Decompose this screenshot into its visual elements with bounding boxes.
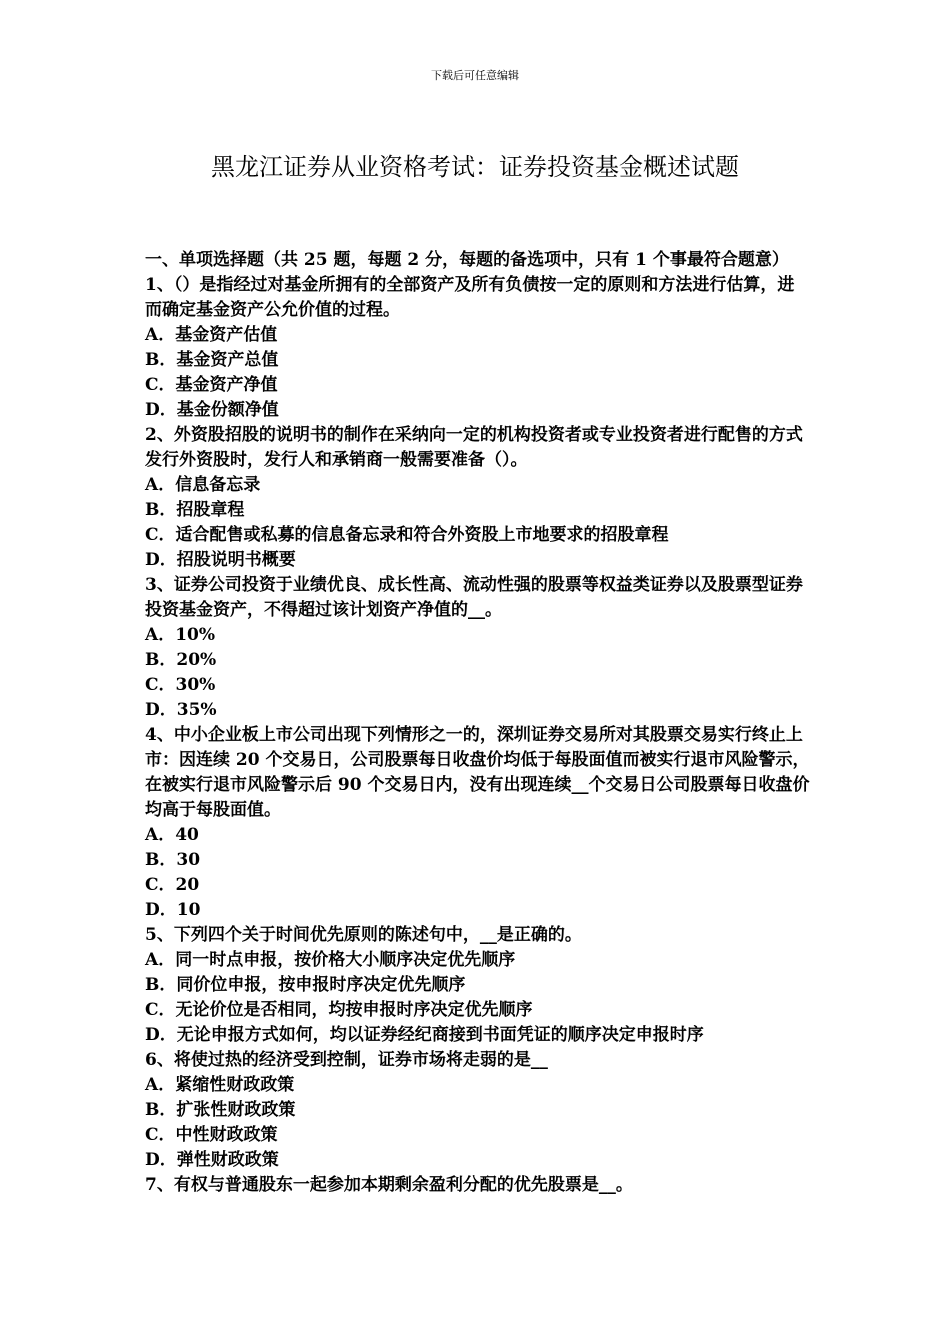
question-stem: 1、（）是指经过对基金所拥有的全部资产及所有负债按一定的原则和方法进行估算，进而确定基金资产公允价值的过程。 [145,275,795,320]
header-note: 下载后可任意编辑 [431,69,519,82]
section-heading: 一、单项选择题（共 25 题，每题 2 分，每题的备选项中，只有 1 个事最符合题意） [145,250,789,270]
option-d: D．10 [145,900,201,920]
option-b: B．30 [145,850,201,870]
option-d: D．35% [145,700,217,720]
option-c: C．20 [145,875,200,895]
option-d: D．基金份额净值 [145,400,279,420]
option-b: B．20% [145,650,217,670]
question-2 [145,423,810,573]
question-stem: 2、外资股招股的说明书的制作在采纳向一定的机构投资者或专业投资者进行配售的方式发行外资股时，发行人和承销商一般需要准备（）。 [145,425,803,470]
option-d: D．招股说明书概要 [145,550,296,570]
document-body [145,248,810,1198]
question-stem: 5、下列四个关于时间优先原则的陈述句中，__是正确的。 [145,925,582,945]
option-c: C．30% [145,675,216,695]
question-5 [145,923,810,1048]
question-3 [145,573,810,723]
question-6 [145,1048,810,1173]
option-b: B．基金资产总值 [145,350,279,370]
option-b: B．扩张性财政政策 [145,1100,296,1120]
question-7 [145,1173,810,1198]
question-4 [145,723,810,923]
question-stem: 3、证券公司投资于业绩优良、成长性高、流动性强的股票等权益类证券以及股票型证券投资基金资产，不得超过该计划资产净值的__。 [145,575,803,620]
question-1 [145,273,810,423]
option-d: D．无论申报方式如何，均以证券经纪商接到书面凭证的顺序决定申报时序 [145,1025,704,1045]
document-title: 黑龙江证券从业资格考试：证券投资基金概述试题 [211,153,739,181]
option-a: A．同一时点申报，按价格大小顺序决定优先顺序 [145,950,516,970]
option-a: A．基金资产估值 [145,325,278,345]
option-a: A．10% [145,625,216,645]
option-a: A．40 [145,825,199,845]
option-a: A．信息备忘录 [145,475,261,495]
option-c: C．适合配售或私募的信息备忘录和符合外资股上市地要求的招股章程 [145,525,669,545]
option-c: C．基金资产净值 [145,375,278,395]
option-c: C．无论价位是否相同，均按申报时序决定优先顺序 [145,1000,533,1020]
question-stem: 6、将使过热的经济受到控制，证券市场将走弱的是__ [145,1050,548,1070]
option-a: A．紧缩性财政政策 [145,1075,295,1095]
question-stem: 7、有权与普通股东一起参加本期剩余盈利分配的优先股票是__。 [145,1175,633,1195]
option-d: D．弹性财政政策 [145,1150,279,1170]
question-stem: 4、中小企业板上市公司出现下列情形之一的，深圳证券交易所对其股票交易实行终止上市：因连续 20 个交易日，公司股票每日收盘价均低于每股面值而被实行退市风险警示，在被实行退市风险警示后 90 个交易日内，没有出现连续__个交易日公司股票每日收盘价均高于每股面值。 [145,725,810,820]
option-b: B．招股章程 [145,500,245,520]
option-c: C．中性财政政策 [145,1125,278,1145]
option-b: B．同价位申报，按申报时序决定优先顺序 [145,975,466,995]
